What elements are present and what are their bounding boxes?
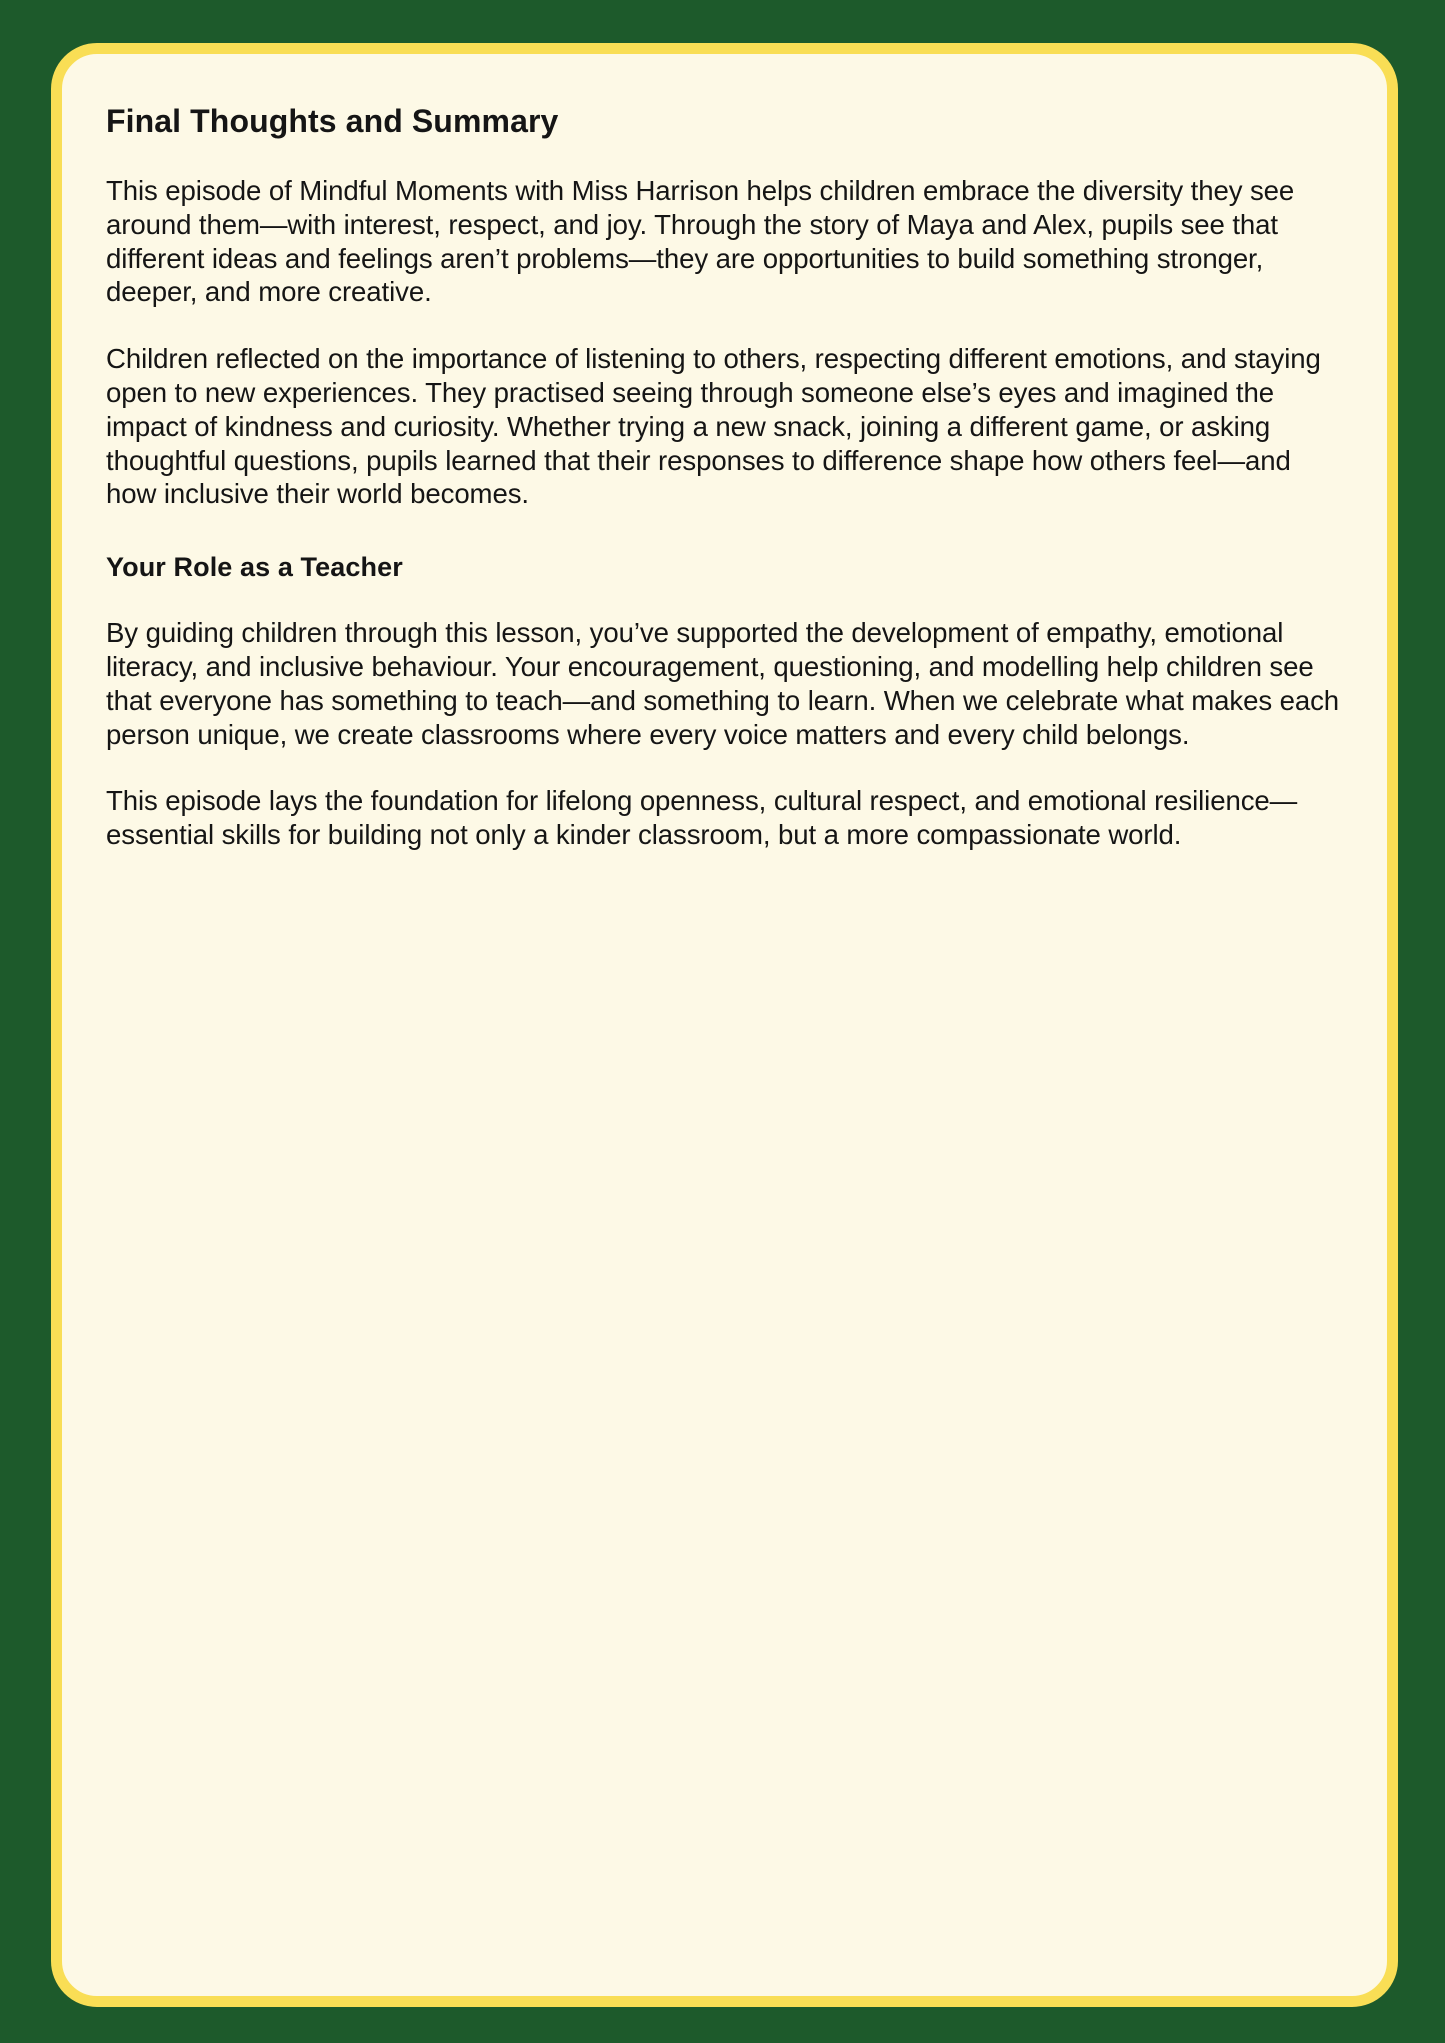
teacher-role-paragraph: This episode lays the foundation for lifelong openness, cultural respect, and emotional resilience—essential skills for building not only a kinder classroom, but a more compassionate world. [106, 785, 1298, 851]
teacher-role-paragraph: By guiding children through this lesson, you’ve supported the development of empathy, emotional literacy, and inclusive behaviour. Your encouragement, questioning, and modelling help children see that everyone has something to teach—and something to learn. When we celebrate what makes each person unique, we create classrooms where every voice matters and every child belongs. [106, 617, 1340, 750]
page-title: Final Thoughts and Summary [106, 103, 559, 139]
document-body [106, 98, 1346, 852]
summary-paragraph: Children reflected on the importance of listening to others, respecting different emotions, and staying open to new experiences. They practised seeing through someone else’s eyes and imagined the impact of kindness and curiosity. Whether trying a new snack, joining a different game, or asking thoughtful questions, pupils learned that their responses to difference shape how others feel—and how inclusive their world becomes. [106, 343, 1321, 510]
summary-paragraph: This episode of Mindful Moments with Miss Harrison helps children embrace the diversity they see around them—with interest, respect, and joy. Through the story of Maya and Alex, pupils see that different ideas and feelings aren’t problems—they are opportunities to build something stronger, deeper, and more creative. [106, 175, 1295, 308]
section-heading-teacher-role: Your Role as a Teacher [106, 552, 403, 583]
